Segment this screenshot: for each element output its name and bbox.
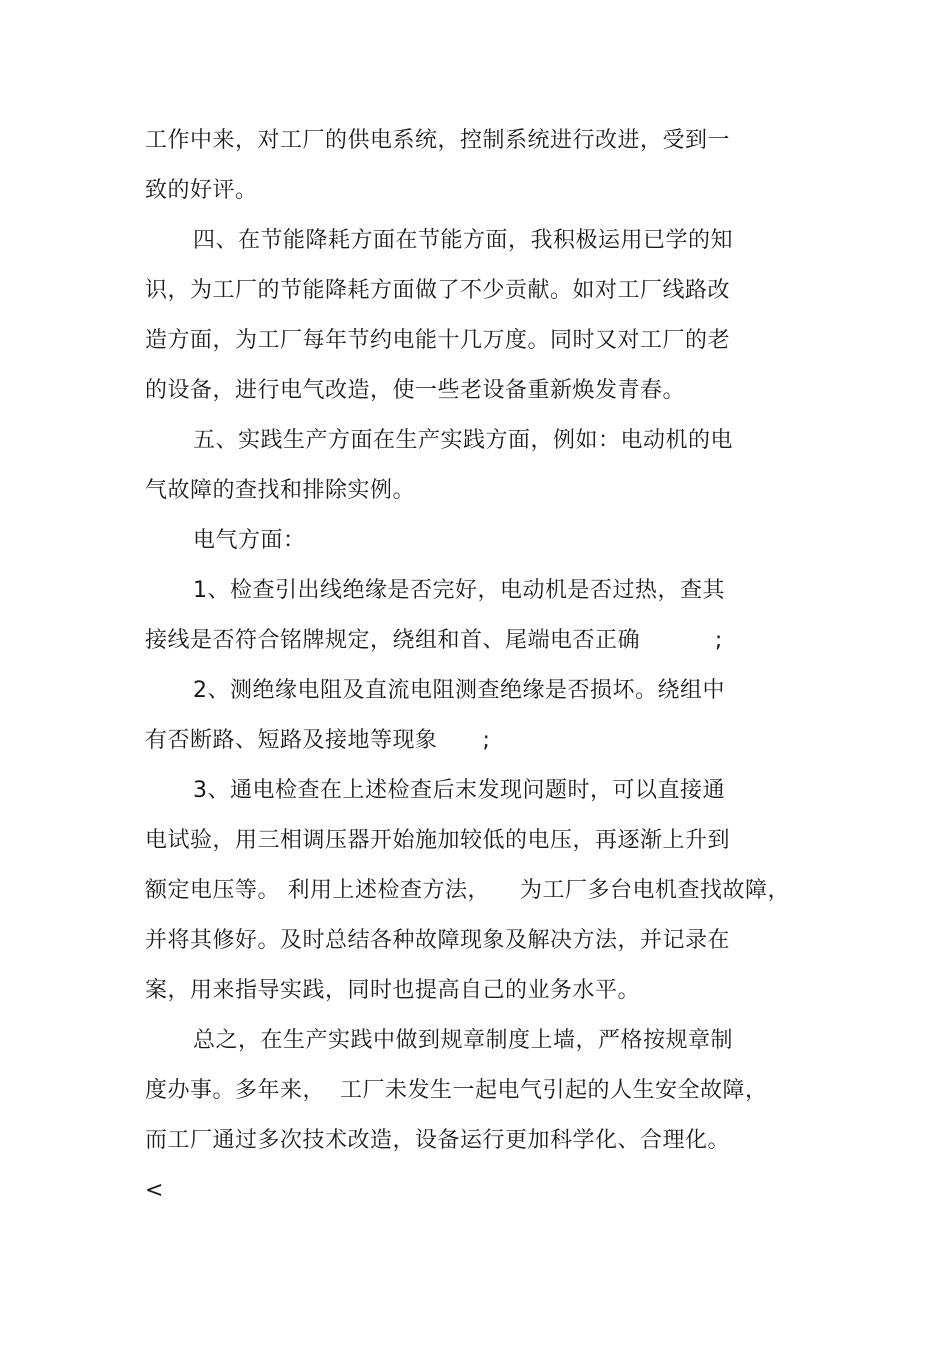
section-heading: 电气方面：	[193, 528, 306, 553]
paragraph-start: 总之，在生产实践中做到规章制度上墙，严格按规章制	[193, 1028, 734, 1053]
text-line: 度办事。多年来， 工厂未发生一起电气引起的人生安全故障，	[145, 1078, 768, 1103]
text-line: 并将其修好。及时总结各种故障现象及解决方法，并记录在	[145, 928, 731, 953]
text-line: 气故障的查找和排除实例。	[145, 478, 416, 503]
text-line: 接线是否符合铭牌规定，绕组和首、尾端电否正确 ;	[145, 628, 723, 653]
paragraph-start: 五、实践生产方面在生产实践方面，例如：电动机的电	[193, 428, 734, 453]
list-item-3: 3、通电检查在上述检查后末发现问题时，可以直接通	[193, 778, 725, 803]
text-line: 电试验，用三相调压器开始施加较低的电压，再逐渐上升到	[145, 828, 731, 853]
paragraph-start: 四、在节能降耗方面在节能方面，我积极运用已学的知	[193, 228, 734, 253]
text-line: 致的好评。	[145, 178, 258, 203]
text-line: 识，为工厂的节能降耗方面做了不少贡献。如对工厂线路改	[145, 278, 731, 303]
text-line: 案，用来指导实践，同时也提高自己的业务水平。	[145, 978, 641, 1003]
text-line: 造方面，为工厂每年节约电能十几万度。同时又对工厂的老	[145, 328, 731, 353]
text-line: 工作中来，对工厂的供电系统，控制系统进行改进，受到一	[145, 128, 731, 153]
list-item-2: 2、测绝缘电阻及直流电阻测查绝缘是否损坏。绕组中	[193, 678, 725, 703]
text-line: 而工厂通过多次技术改造，设备运行更加科学化、合理化。	[145, 1128, 731, 1153]
stray-symbol: <	[145, 1178, 164, 1203]
text-line: 有否断路、短路及接地等现象 ;	[145, 728, 491, 753]
list-item-1: 1、检查引出线绝缘是否完好，电动机是否过热，查其	[193, 578, 725, 603]
text-line: 的设备，进行电气改造，使一些老设备重新焕发青春。	[145, 378, 686, 403]
text-line: 额定电压等。 利用上述检查方法， 为工厂多台电机查找故障，	[145, 878, 790, 903]
